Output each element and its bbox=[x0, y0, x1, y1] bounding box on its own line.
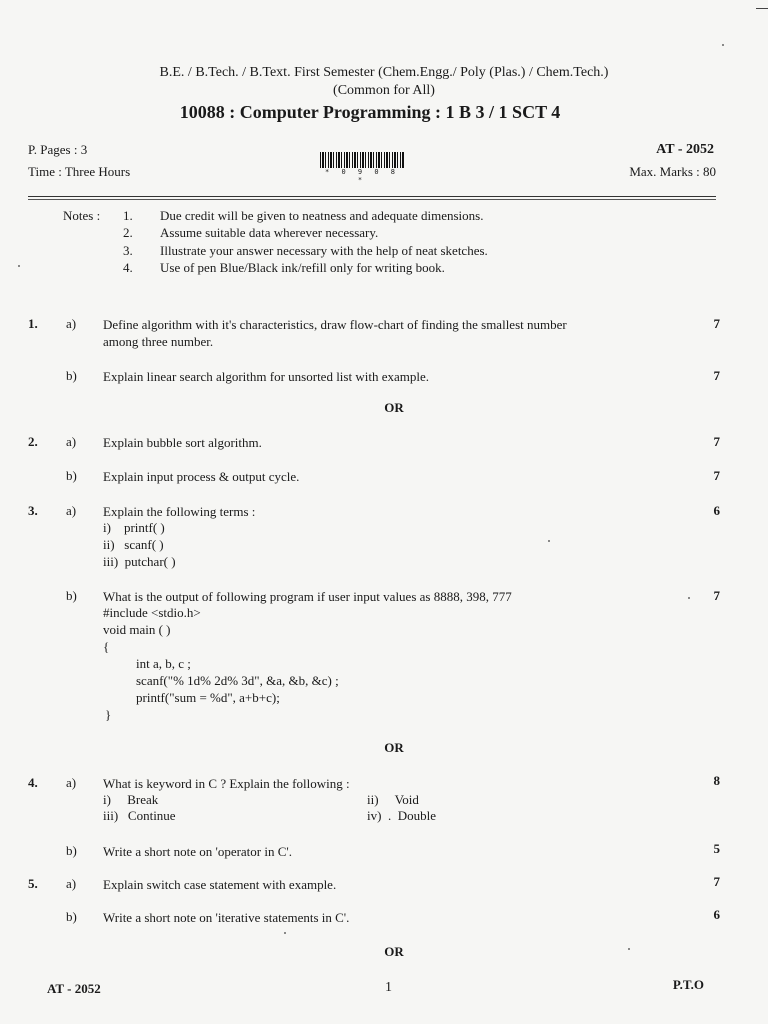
question-text: What is keyword in C ? Explain the following : bbox=[103, 776, 350, 791]
question-text: Write a short note on 'operator in C'. bbox=[103, 844, 293, 859]
barcode bbox=[320, 152, 404, 184]
exam-time: Time : Three Hours bbox=[28, 164, 131, 179]
scan-speck bbox=[548, 540, 550, 542]
divider bbox=[28, 199, 716, 200]
note-text: Assume suitable data wherever necessary. bbox=[160, 225, 379, 241]
question-marks: 7 bbox=[713, 434, 720, 449]
question-part: a) bbox=[66, 434, 77, 449]
keyword-item: i) Break bbox=[103, 792, 159, 807]
question-number: 5. bbox=[28, 876, 38, 891]
term-item: iii) putchar( ) bbox=[103, 554, 176, 569]
question-part: a) bbox=[66, 503, 77, 518]
question-marks: 7 bbox=[713, 316, 720, 331]
paper-title: 10088 : Computer Programming : 1 B 3 / 1 SCT 4 bbox=[179, 102, 561, 122]
note-text: Use of pen Blue/Black ink/refill only for writing book. bbox=[160, 259, 445, 275]
question-text: Define algorithm with it's characteristics, draw flow-chart of finding the smallest number bbox=[103, 317, 567, 332]
code-line: { bbox=[103, 639, 110, 654]
question-text: Explain the following terms : bbox=[103, 504, 256, 519]
question-number: 4. bbox=[28, 775, 38, 790]
keyword-item: iv) . Double bbox=[367, 808, 436, 823]
note-text: Due credit will be given to neatness and adequate dimensions. bbox=[160, 208, 484, 223]
question-text: Explain linear search algorithm for unsorted list with example. bbox=[103, 369, 429, 384]
divider bbox=[28, 196, 716, 197]
max-marks: Max. Marks : 80 bbox=[629, 164, 716, 179]
question-part: a) bbox=[66, 316, 77, 331]
or-separator: OR bbox=[384, 400, 404, 415]
question-text: Explain switch case statement with example. bbox=[103, 877, 337, 892]
question-marks: 8 bbox=[713, 773, 720, 788]
code-line: #include <stdio.h> bbox=[103, 605, 201, 620]
question-part: a) bbox=[66, 876, 77, 891]
page-number: 1 bbox=[385, 980, 392, 995]
question-text: What is the output of following program if user input values as 8888, 398, 777 bbox=[103, 589, 512, 604]
question-marks: 7 bbox=[713, 874, 720, 889]
code-line: printf("sum = %d", a+b+c); bbox=[136, 690, 280, 705]
or-separator: OR bbox=[384, 740, 404, 755]
scan-edge-mark bbox=[756, 8, 768, 9]
question-text: Write a short note on 'iterative statements in C'. bbox=[103, 910, 350, 925]
please-turn-over: P.T.O bbox=[672, 977, 704, 992]
question-marks: 5 bbox=[713, 841, 720, 856]
term-item: ii) scanf( ) bbox=[103, 537, 164, 552]
common-line: (Common for All) bbox=[333, 83, 435, 98]
page-count: P. Pages : 3 bbox=[28, 142, 88, 157]
question-number: 2. bbox=[28, 434, 38, 449]
note-number: 1. bbox=[123, 208, 133, 223]
question-marks: 6 bbox=[713, 907, 720, 922]
question-marks: 7 bbox=[713, 468, 720, 483]
term-item: i) printf( ) bbox=[103, 520, 165, 535]
code-line: void main ( ) bbox=[103, 622, 171, 637]
question-number: 1. bbox=[28, 316, 38, 331]
question-marks: 7 bbox=[713, 588, 720, 603]
scan-speck bbox=[722, 44, 724, 46]
barcode-number: * 0 9 0 8 * bbox=[325, 168, 399, 184]
question-text: Explain input process & output cycle. bbox=[103, 469, 300, 484]
question-part: b) bbox=[66, 588, 77, 603]
note-number: 4. bbox=[123, 259, 133, 275]
note-text: Illustrate your answer necessary with the help of neat sketches. bbox=[160, 242, 488, 258]
question-part: b) bbox=[66, 368, 77, 383]
keyword-item: iii) Continue bbox=[103, 808, 176, 823]
code-line: int a, b, c ; bbox=[136, 656, 191, 671]
question-text: among three number. bbox=[103, 334, 214, 349]
footer-paper-code: AT - 2052 bbox=[47, 981, 101, 996]
scan-speck bbox=[688, 597, 690, 599]
question-part: a) bbox=[66, 775, 77, 790]
keyword-item: ii) Void bbox=[367, 792, 419, 807]
question-marks: 6 bbox=[713, 503, 720, 518]
question-part: b) bbox=[66, 468, 77, 483]
course-line: B.E. / B.Tech. / B.Text. First Semester (Chem.Engg./ Poly (Plas.) / Chem.Tech.) bbox=[159, 65, 609, 80]
notes-label: Notes : bbox=[63, 208, 101, 223]
scan-speck bbox=[628, 948, 630, 950]
note-number: 3. bbox=[123, 242, 133, 258]
question-text: Explain bubble sort algorithm. bbox=[103, 435, 262, 450]
question-part: b) bbox=[66, 909, 77, 924]
paper-code: AT - 2052 bbox=[656, 142, 714, 157]
scan-speck bbox=[284, 932, 286, 934]
code-line: } bbox=[105, 707, 112, 722]
barcode-bars bbox=[320, 152, 404, 168]
note-number: 2. bbox=[123, 225, 133, 241]
question-number: 3. bbox=[28, 503, 38, 518]
or-separator: OR bbox=[384, 944, 404, 959]
scan-speck bbox=[18, 265, 20, 267]
question-marks: 7 bbox=[713, 368, 720, 383]
question-part: b) bbox=[66, 843, 77, 858]
code-line: scanf("% 1d% 2d% 3d", &a, &b, &c) ; bbox=[136, 673, 339, 688]
